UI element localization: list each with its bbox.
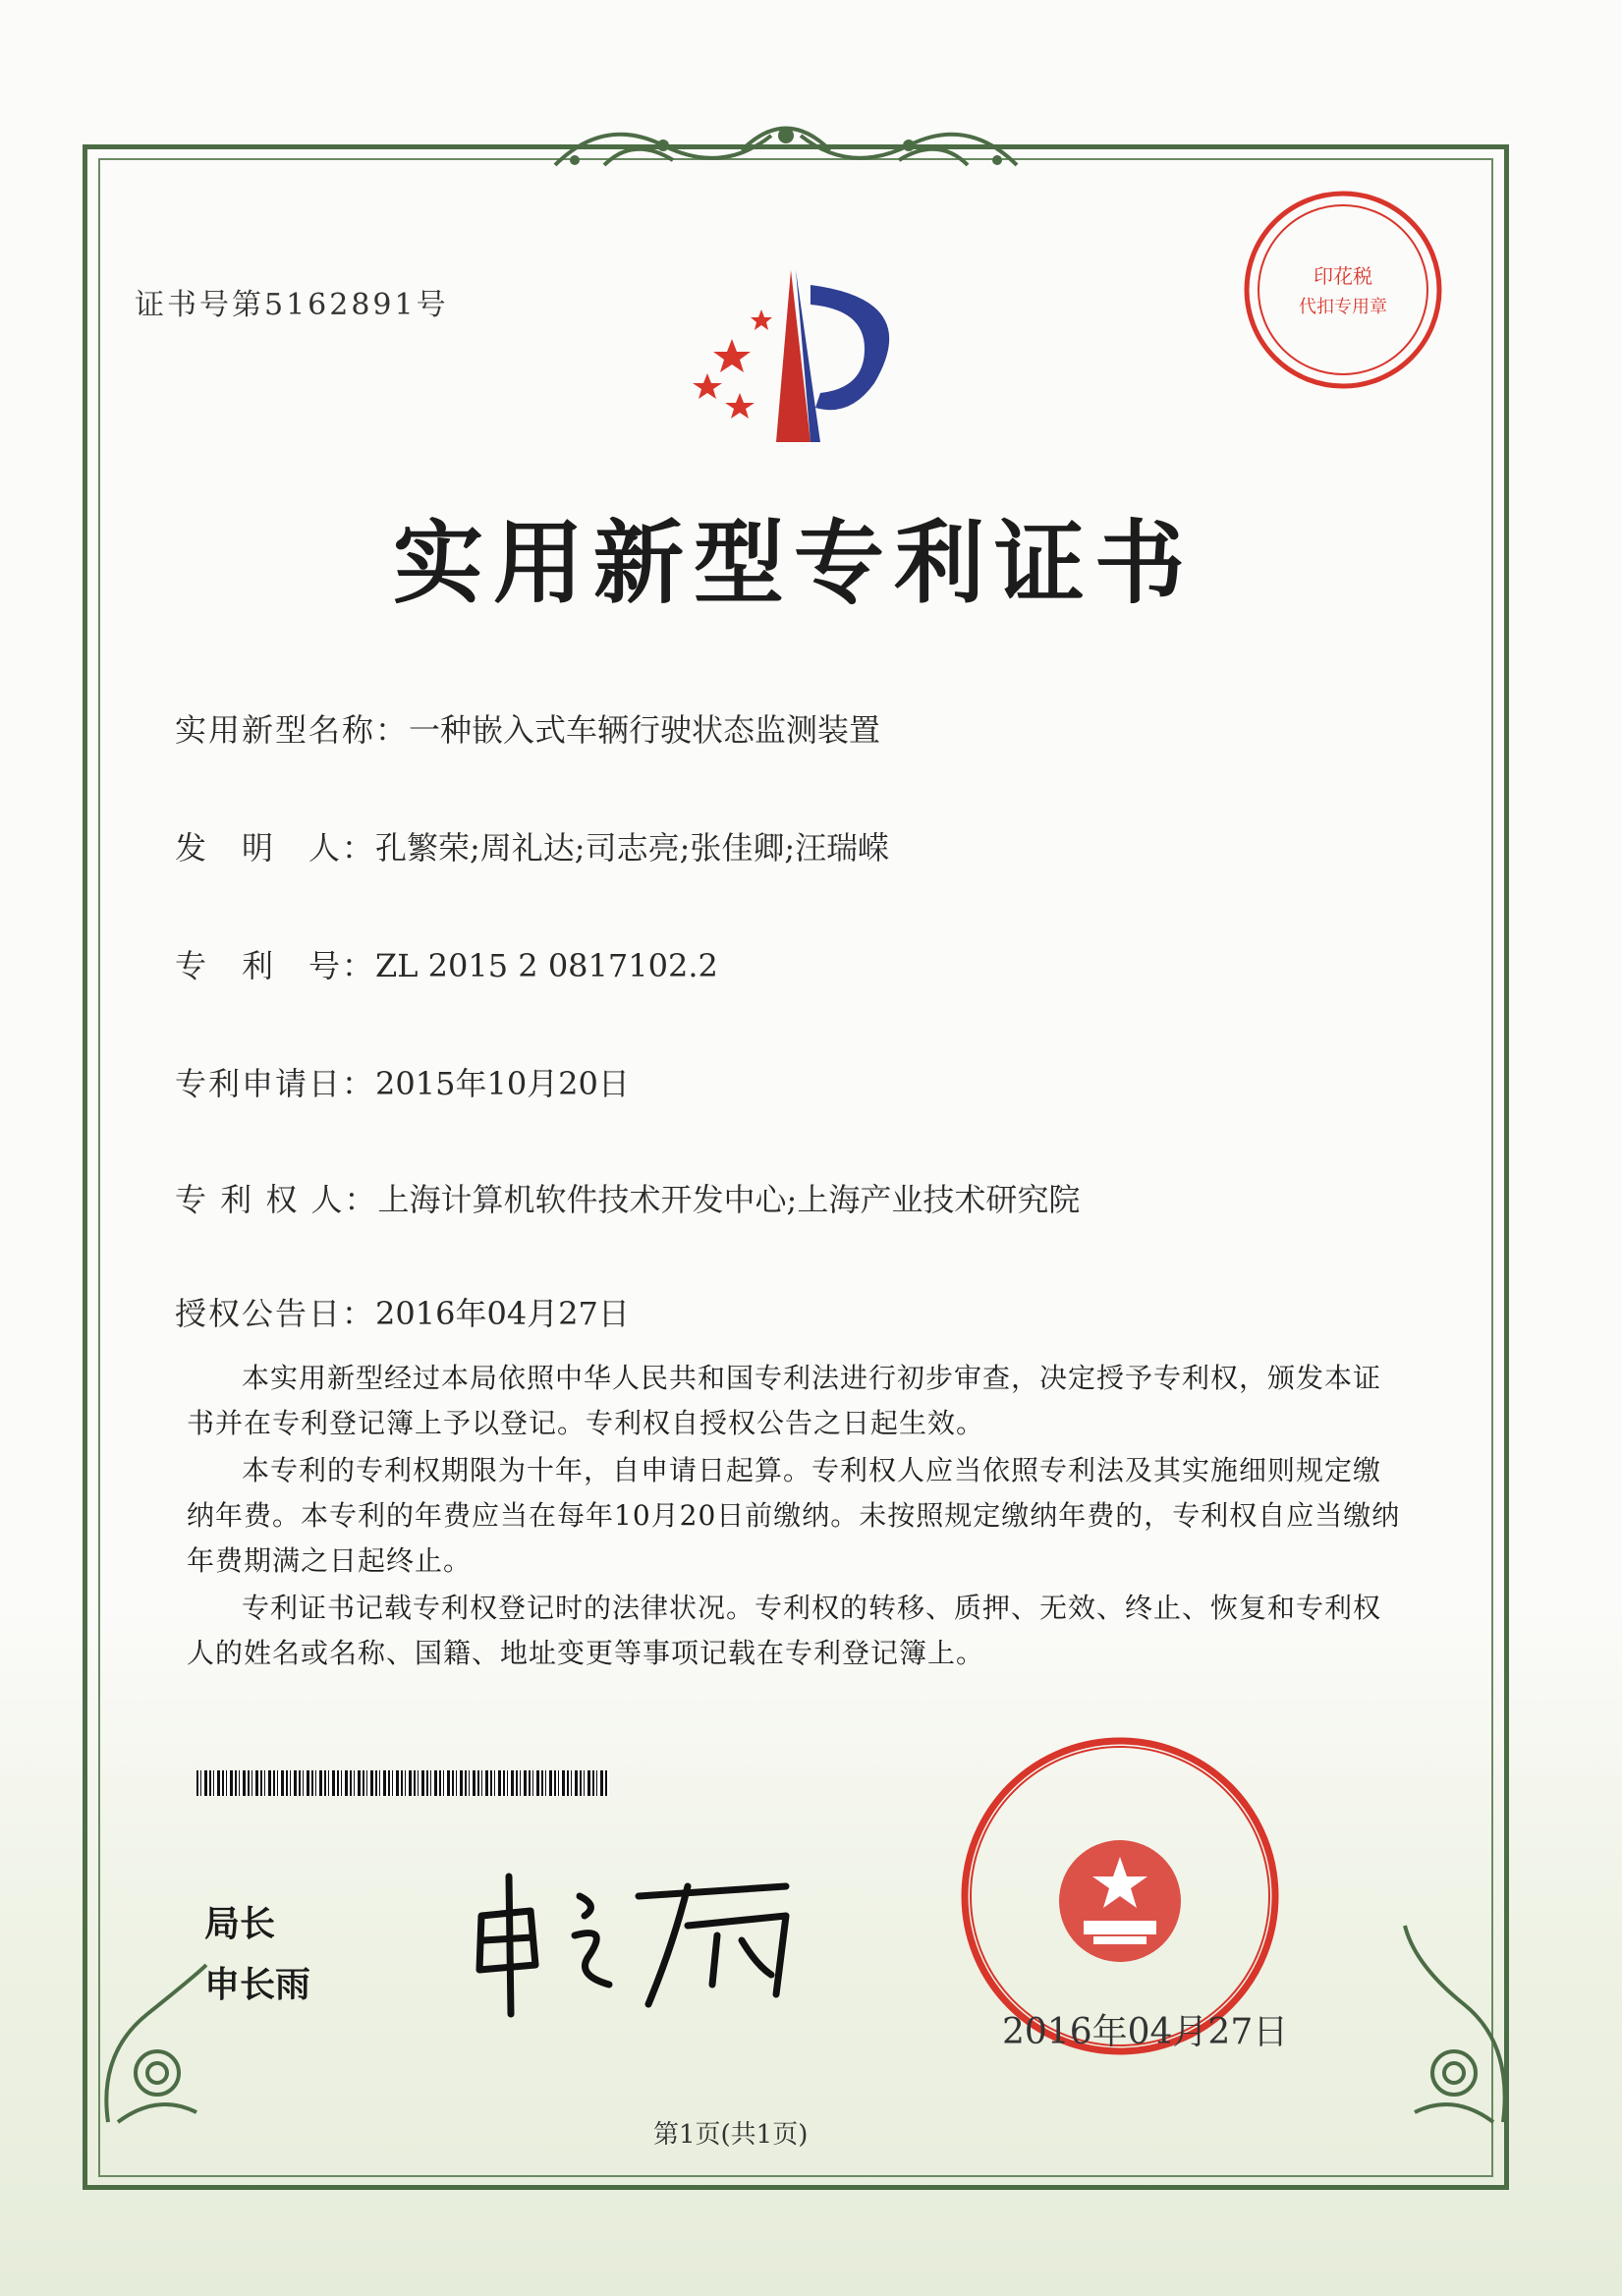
certificate-body <box>187 1356 1405 1676</box>
sipo-logo-icon <box>663 260 909 447</box>
director-signature <box>462 1857 815 2024</box>
svg-text:代扣专用章: 代扣专用章 <box>1299 297 1387 317</box>
field-value: 一种嵌入式车辆行驶状态监测装置 <box>409 711 881 749</box>
svg-text:印花税: 印花税 <box>1314 264 1372 288</box>
field-label: 专利申请日： <box>175 1065 376 1102</box>
body-paragraph: 本实用新型经过本局依照中华人民共和国专利法进行初步审查，决定授予专利权，颁发本证书并在专利登记簿上予以登记。专利权自授权公告之日起生效。 <box>187 1362 1382 1439</box>
certificate-number: 证书号第5162891号 <box>135 288 449 322</box>
director-title: 局长 <box>204 1904 276 1944</box>
field-patentee <box>175 1175 1080 1220</box>
field-value: 2016年04月27日 <box>375 1295 630 1332</box>
field-value: 上海计算机软件技术开发中心;上海产业技术研究院 <box>377 1181 1081 1218</box>
field-grant-date <box>175 1289 630 1334</box>
field-label: 专 利 权 人： <box>175 1181 378 1218</box>
page-info: 第1页(共1页) <box>653 2120 809 2150</box>
field-label: 实用新型名称： <box>175 711 410 749</box>
field-patent-number <box>175 941 718 986</box>
body-paragraph: 专利证书记载专利权登记时的法律状况。专利权的转移、质押、无效、终止、恢复和专利权人的姓名或名称、国籍、地址变更等事项记载在专利登记簿上。 <box>187 1592 1382 1669</box>
director-name: 申长雨 <box>204 1965 311 2005</box>
field-value: ZL 2015 2 0817102.2 <box>375 947 718 984</box>
bottom-right-ornament <box>1375 1906 1523 2132</box>
field-label: 专 利 号： <box>175 947 376 984</box>
barcode <box>196 1770 609 1796</box>
field-value: 2015年10月20日 <box>375 1065 630 1102</box>
field-inventors <box>175 823 889 868</box>
field-label: 授权公告日： <box>175 1295 376 1332</box>
field-label: 发 明 人： <box>175 829 376 867</box>
field-utility-model-name <box>175 705 880 751</box>
body-paragraph: 本专利的专利权期限为十年，自申请日起算。专利权人应当依照专利法及其实施细则规定缴纳年费。本专利的年费应当在每年10月20日前缴纳。未按照规定缴纳年费的，专利权自应当缴纳年费期满之日起终止。 <box>187 1454 1401 1577</box>
field-value: 孔繁荣;周礼达;司志亮;张佳卿;汪瑞嵘 <box>375 829 890 867</box>
tax-stamp <box>1240 187 1446 393</box>
top-ornament <box>545 106 1027 185</box>
certificate-title: 实用新型专利证书 <box>393 511 1196 616</box>
field-application-date <box>175 1059 630 1104</box>
seal-date: 2016年04月27日 <box>1002 2012 1289 2052</box>
